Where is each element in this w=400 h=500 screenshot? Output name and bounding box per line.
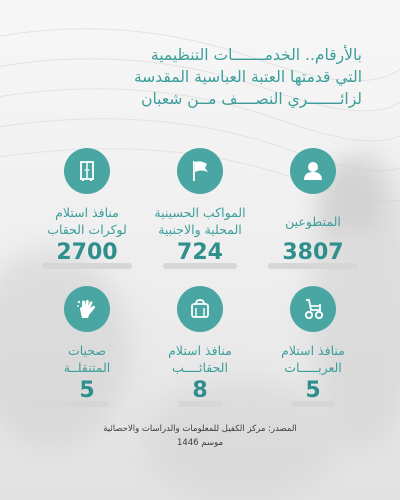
source-text: المصدر: مركز الكفيل للمعلومات والدراسات والاحصائية xyxy=(103,424,297,434)
stat-bags xyxy=(145,286,255,404)
headline-line-2: التي قدمتها العتبة العباسية المقدسة xyxy=(133,68,362,86)
person-icon xyxy=(290,148,336,194)
stat-lockers xyxy=(32,148,142,266)
footer-source xyxy=(0,422,400,450)
headline xyxy=(32,44,362,110)
stat-label: صحيات المتنقلــة xyxy=(63,343,111,375)
season-text: موسم 1446 xyxy=(176,438,224,448)
stat-volunteers xyxy=(258,148,368,266)
stat-label: منافذ استلام لوكرات الحقاب xyxy=(47,205,127,237)
stat-label: المتطوعين xyxy=(285,213,341,229)
stat-label: منافذ استلام العربـــــات xyxy=(281,343,345,375)
stat-mobile-toilets xyxy=(32,286,142,404)
headline-line-1: بالأرقام.. الخدمـــــــات التنظيمية xyxy=(150,46,362,64)
stat-value: 724 xyxy=(169,240,231,266)
flag-icon xyxy=(177,148,223,194)
stat-value: 2700 xyxy=(48,240,125,266)
stat-value: 8 xyxy=(184,378,215,404)
stat-label: المواكب الحسينية المحلية والاجنبية xyxy=(154,205,246,237)
wheelchair-icon xyxy=(290,286,336,332)
stat-value: 5 xyxy=(297,378,328,404)
bag-icon xyxy=(177,286,223,332)
headline-line-3: لزائـــــــري النصــــف مــن شعبان xyxy=(141,90,362,108)
stat-processions xyxy=(145,148,255,266)
stat-value: 5 xyxy=(71,378,102,404)
hand-wash-icon xyxy=(64,286,110,332)
stat-label: منافذ استلام الحقائــــب xyxy=(168,343,232,375)
locker-icon xyxy=(64,148,110,194)
stat-wheelchairs xyxy=(258,286,368,404)
stat-value: 3807 xyxy=(274,240,351,266)
